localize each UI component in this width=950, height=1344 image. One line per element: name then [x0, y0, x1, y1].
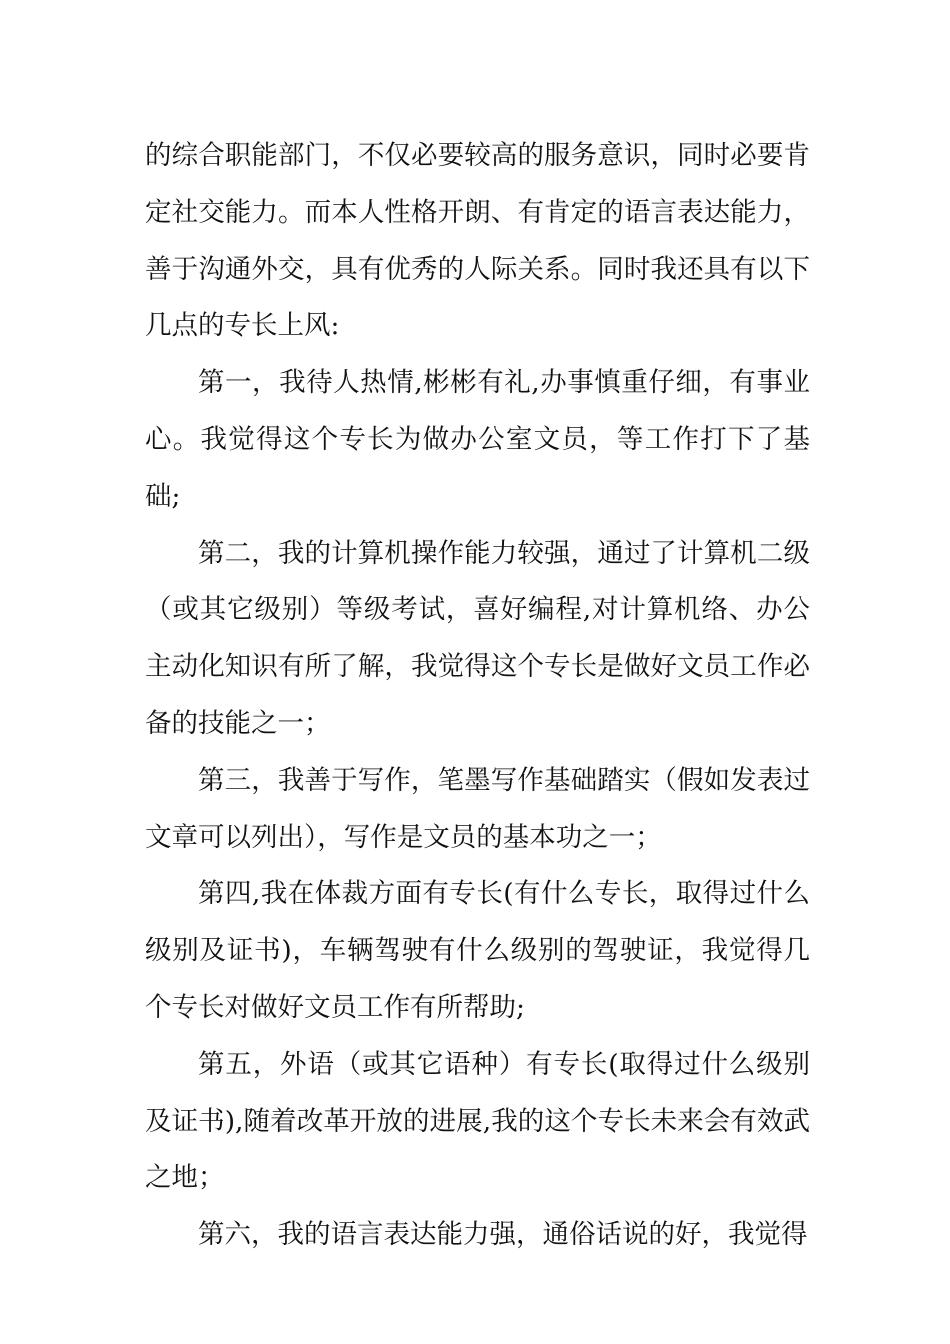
paragraph-point-3: 第三，我善于写作，笔墨写作基础踏实（假如发表过文章可以列出），写作是文员的基本功之一； [145, 764, 810, 853]
paragraph-point-2: 第二，我的计算机操作能力较强，通过了计算机二级（或其它级别）等级考试，喜好编程,对计算机络、办公主动化知识有所了解，我觉得这个专长是做好文员工作必备的技能之一； [145, 537, 810, 739]
document-body [145, 128, 810, 1264]
paragraph-continuation: 的综合职能部门，不仅必要较高的服务意识，同时必要肯定社交能力。而本人性格开朗、有肯定的语言表达能力，善于沟通外交，具有优秀的人际关系。同时我还具有以下几点的专长上风: [145, 140, 810, 342]
paragraph-point-4: 第四,我在体裁方面有专长(有什么专长，取得过什么级别及证书)，车辆驾驶有什么级别的驾驶证，我觉得几个专长对做好文员工作有所帮助; [145, 878, 810, 1023]
paragraph-point-6: 第六，我的语言表达能力强，通俗话说的好，我觉得 [198, 1219, 808, 1251]
paragraph-point-1: 第一，我待人热情,彬彬有礼,办事慎重仔细，有事业心。我觉得这个专长为做办公室文员，等工作打下了基础; [145, 367, 810, 512]
paragraph-point-5: 第五，外语（或其它语种）有专长(取得过什么级别及证书),随着改革开放的进展,我的这个专长未来会有效武之地； [145, 1048, 810, 1194]
